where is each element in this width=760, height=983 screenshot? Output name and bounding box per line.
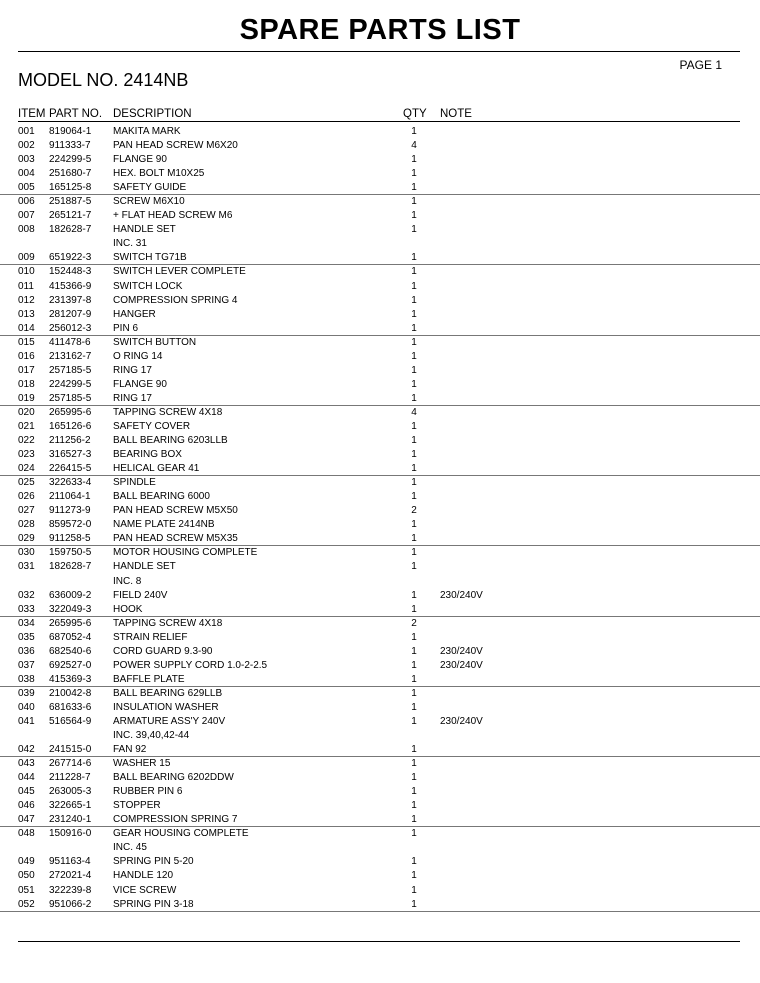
table-row — [0, 532, 760, 546]
table-row — [0, 813, 760, 827]
cell-qty: 1 — [411, 786, 417, 798]
cell-qty: 1 — [411, 168, 417, 180]
cell-part-no: 911333-7 — [49, 140, 91, 152]
cell-item: 049 — [18, 856, 35, 868]
cell-qty: 2 — [411, 505, 417, 517]
cell-part-no: 211256-2 — [49, 435, 91, 447]
cell-item: 050 — [18, 870, 35, 882]
cell-description: FLANGE 90 — [113, 154, 167, 166]
cell-description: INC. 31 — [113, 238, 147, 250]
cell-item: 031 — [18, 561, 35, 573]
cell-part-no: 231240-1 — [49, 814, 92, 826]
cell-item: 033 — [18, 603, 35, 615]
table-row — [0, 336, 760, 350]
cell-qty: 1 — [411, 519, 417, 531]
table-row — [0, 308, 760, 322]
cell-part-no: 257185-5 — [49, 364, 92, 376]
cell-qty: 4 — [411, 406, 417, 418]
cell-description: BALL BEARING 629LLB — [113, 687, 223, 699]
cell-part-no: 165125-8 — [49, 182, 92, 194]
table-row — [0, 687, 760, 701]
cell-qty: 1 — [411, 673, 417, 685]
cell-qty: 1 — [411, 491, 417, 503]
cell-part-no: 682540-6 — [49, 645, 92, 657]
cell-item: 048 — [18, 828, 35, 840]
cell-qty: 1 — [411, 126, 417, 137]
table-row — [0, 378, 760, 392]
cell-description: HANDLE 120 — [113, 870, 174, 882]
header-item: ITEM — [18, 108, 46, 120]
cell-item: 019 — [18, 392, 35, 404]
table-row — [0, 448, 760, 462]
cell-part-no: 316527-3 — [49, 449, 92, 461]
cell-item: 004 — [18, 168, 35, 180]
cell-item: 038 — [18, 673, 35, 685]
table-row — [0, 869, 760, 883]
cell-description: SPRING PIN 5-20 — [113, 856, 194, 868]
cell-item: 014 — [18, 322, 35, 334]
cell-qty: 1 — [411, 182, 417, 194]
table-row — [0, 785, 760, 799]
cell-description: TAPPING SCREW 4X18 — [113, 406, 223, 418]
cell-item: 042 — [18, 744, 35, 756]
cell-qty: 1 — [411, 280, 417, 292]
cell-part-no: 263005-3 — [49, 786, 92, 798]
cell-qty: 1 — [411, 589, 417, 601]
cell-part-no: 951163-4 — [49, 856, 91, 868]
cell-qty: 1 — [411, 449, 417, 461]
cell-description: HANGER — [113, 308, 156, 320]
table-row — [0, 841, 760, 855]
cell-description: VICE SCREW — [113, 884, 177, 896]
cell-item: 027 — [18, 505, 35, 517]
cell-part-no: 211064-1 — [49, 491, 91, 503]
cell-part-no: 951066-2 — [49, 898, 92, 910]
cell-part-no: 681633-6 — [49, 701, 92, 713]
cell-qty: 1 — [411, 252, 417, 264]
cell-qty: 1 — [411, 294, 417, 306]
cell-description: PAN HEAD SCREW M5X50 — [113, 505, 238, 517]
cell-qty: 1 — [411, 308, 417, 320]
cell-qty: 1 — [411, 561, 417, 573]
cell-description: O RING 14 — [113, 350, 163, 362]
table-row — [0, 575, 760, 589]
cell-description: INC. 39,40,42-44 — [113, 730, 190, 742]
cell-part-no: 692527-0 — [49, 659, 92, 671]
cell-item: 018 — [18, 378, 35, 390]
cell-qty: 1 — [411, 631, 417, 643]
cell-item: 030 — [18, 547, 35, 559]
cell-part-no: 272021-4 — [49, 870, 92, 882]
table-row — [0, 237, 760, 251]
cell-part-no: 251887-5 — [49, 196, 92, 208]
table-row — [0, 827, 760, 841]
cell-part-no: 636009-2 — [49, 589, 92, 601]
cell-description: SWITCH TG71B — [113, 252, 187, 264]
cell-description: HELICAL GEAR 41 — [113, 463, 200, 475]
cell-qty: 1 — [411, 744, 417, 756]
cell-item: 010 — [18, 266, 35, 278]
table-row — [0, 603, 760, 617]
cell-qty: 1 — [411, 772, 417, 784]
cell-description: INC. 8 — [113, 575, 142, 587]
cell-description: WASHER 15 — [113, 758, 171, 770]
cell-part-no: 257185-5 — [49, 392, 92, 404]
cell-qty: 1 — [411, 701, 417, 713]
cell-description: SCREW M6X10 — [113, 196, 185, 208]
cell-description: GEAR HOUSING COMPLETE — [113, 828, 249, 840]
table-row — [0, 209, 760, 223]
cell-part-no: 224299-5 — [49, 154, 92, 166]
cell-part-no: 210042-8 — [49, 687, 92, 699]
cell-description: SWITCH LOCK — [113, 280, 183, 292]
cell-qty: 4 — [411, 140, 417, 152]
cell-qty: 1 — [411, 210, 417, 222]
header-note: NOTE — [440, 108, 472, 120]
cell-part-no: 322665-1 — [49, 800, 92, 812]
cell-description: STRAIN RELIEF — [113, 631, 188, 643]
header-description: DESCRIPTION — [113, 108, 192, 120]
cell-part-no: 182628-7 — [49, 224, 92, 236]
table-row — [0, 546, 760, 560]
cell-qty: 1 — [411, 870, 417, 882]
cell-item: 034 — [18, 617, 35, 629]
table-row — [0, 392, 760, 406]
cell-item: 037 — [18, 659, 35, 671]
cell-description: HANDLE SET — [113, 224, 176, 236]
cell-part-no: 911258-5 — [49, 533, 91, 545]
cell-part-no: 182628-7 — [49, 561, 92, 573]
cell-description: SPRING PIN 3-18 — [113, 898, 194, 910]
table-row — [0, 701, 760, 715]
cell-part-no: 265121-7 — [49, 210, 92, 222]
cell-qty: 1 — [411, 435, 417, 447]
table-row — [0, 322, 760, 336]
cell-qty: 1 — [411, 392, 417, 404]
cell-description: + FLAT HEAD SCREW M6 — [113, 210, 233, 222]
cell-qty: 1 — [411, 196, 417, 208]
cell-qty: 1 — [411, 758, 417, 770]
table-row — [0, 364, 760, 378]
cell-part-no: 152448-3 — [49, 266, 92, 278]
cell-part-no: 150916-0 — [49, 828, 92, 840]
cell-part-no: 256012-3 — [49, 322, 92, 334]
document-title: SPARE PARTS LIST — [239, 14, 521, 46]
cell-item: 047 — [18, 814, 35, 826]
parts-table — [0, 125, 760, 912]
table-row — [0, 589, 760, 603]
cell-qty: 1 — [411, 645, 417, 657]
cell-part-no: 241515-0 — [49, 744, 92, 756]
table-row — [0, 280, 760, 294]
cell-description: BAFFLE PLATE — [113, 673, 185, 685]
table-row — [0, 560, 760, 574]
cell-part-no: 251680-7 — [49, 168, 92, 180]
cell-part-no: 226415-5 — [49, 463, 92, 475]
cell-description: BALL BEARING 6203LLB — [113, 435, 228, 447]
cell-item: 013 — [18, 308, 35, 320]
table-row — [0, 420, 760, 434]
cell-description: FAN 92 — [113, 744, 147, 756]
cell-item: 035 — [18, 631, 35, 643]
cell-part-no: 516564-9 — [49, 715, 92, 727]
cell-qty: 1 — [411, 378, 417, 390]
cell-item: 024 — [18, 463, 35, 475]
table-row — [0, 153, 760, 167]
table-row — [0, 350, 760, 364]
cell-item: 025 — [18, 477, 35, 489]
model-number: MODEL NO. 2414NB — [18, 70, 189, 90]
cell-item: 008 — [18, 224, 35, 236]
cell-description: BALL BEARING 6202DDW — [113, 772, 234, 784]
cell-part-no: 651922-3 — [49, 252, 92, 264]
cell-item: 052 — [18, 898, 35, 910]
cell-item: 020 — [18, 406, 35, 418]
cell-item: 022 — [18, 435, 35, 447]
cell-item: 005 — [18, 182, 35, 194]
table-row — [0, 223, 760, 237]
cell-description: SWITCH BUTTON — [113, 336, 197, 348]
cell-item: 007 — [18, 210, 35, 222]
table-row — [0, 434, 760, 448]
table-row — [0, 195, 760, 209]
cell-description: INSULATION WASHER — [113, 701, 219, 713]
cell-description: FIELD 240V — [113, 589, 168, 601]
cell-description: ARMATURE ASS'Y 240V — [113, 715, 226, 727]
cell-description: SAFETY GUIDE — [113, 182, 187, 194]
cell-qty: 1 — [411, 463, 417, 475]
cell-description: STOPPER — [113, 800, 161, 812]
cell-note: 230/240V — [440, 645, 483, 657]
cell-qty: 2 — [411, 617, 417, 629]
cell-qty: 1 — [411, 266, 417, 278]
table-row — [0, 125, 760, 139]
cell-description: RUBBER PIN 6 — [113, 786, 183, 798]
table-row — [0, 490, 760, 504]
cell-item: 028 — [18, 519, 35, 531]
table-row — [0, 406, 760, 420]
table-row — [0, 504, 760, 518]
table-row — [0, 251, 760, 265]
footer-divider — [18, 941, 740, 942]
cell-qty: 1 — [411, 898, 417, 910]
cell-item: 012 — [18, 294, 35, 306]
cell-item: 016 — [18, 350, 35, 362]
cell-part-no: 265995-6 — [49, 406, 92, 418]
cell-part-no: 911273-9 — [49, 505, 91, 517]
cell-qty: 1 — [411, 800, 417, 812]
cell-description: HANDLE SET — [113, 561, 176, 573]
title-divider — [18, 51, 740, 52]
table-row — [0, 139, 760, 153]
table-row — [0, 771, 760, 785]
cell-item: 023 — [18, 449, 35, 461]
cell-qty: 1 — [411, 715, 417, 727]
cell-description: INC. 45 — [113, 842, 147, 854]
cell-description: MOTOR HOUSING COMPLETE — [113, 547, 258, 559]
table-row — [0, 757, 760, 771]
cell-description: BALL BEARING 6000 — [113, 491, 210, 503]
cell-description: HEX. BOLT M10X25 — [113, 168, 205, 180]
cell-item: 046 — [18, 800, 35, 812]
cell-qty: 1 — [411, 856, 417, 868]
cell-qty: 1 — [411, 224, 417, 236]
cell-description: RING 17 — [113, 364, 152, 376]
cell-description: CORD GUARD 9.3-90 — [113, 645, 213, 657]
cell-description: PAN HEAD SCREW M5X35 — [113, 533, 238, 545]
cell-qty: 1 — [411, 364, 417, 376]
table-row — [0, 476, 760, 490]
cell-item: 044 — [18, 772, 35, 784]
table-row — [0, 898, 760, 912]
cell-description: TAPPING SCREW 4X18 — [113, 617, 223, 629]
table-header — [0, 108, 760, 122]
cell-description: SPINDLE — [113, 477, 156, 489]
cell-description: PAN HEAD SCREW M6X20 — [113, 140, 238, 152]
table-row — [0, 645, 760, 659]
table-row — [0, 729, 760, 743]
cell-description: BEARING BOX — [113, 449, 182, 461]
cell-item: 032 — [18, 589, 35, 601]
table-row — [0, 518, 760, 532]
cell-part-no: 322239-8 — [49, 884, 92, 896]
cell-part-no: 267714-6 — [49, 758, 92, 770]
cell-item: 003 — [18, 154, 35, 166]
cell-part-no: 211228-7 — [49, 772, 91, 784]
cell-description: MAKITA MARK — [113, 126, 181, 137]
table-row — [0, 743, 760, 757]
table-row — [0, 715, 760, 729]
cell-item: 017 — [18, 364, 35, 376]
cell-item: 041 — [18, 715, 35, 727]
table-row — [0, 617, 760, 631]
cell-description: SAFETY COVER — [113, 420, 191, 432]
cell-item: 006 — [18, 196, 35, 208]
cell-description: HOOK — [113, 603, 143, 615]
cell-description: POWER SUPPLY CORD 1.0-2-2.5 — [113, 659, 268, 671]
cell-item: 002 — [18, 140, 35, 152]
cell-description: COMPRESSION SPRING 4 — [113, 294, 238, 306]
cell-item: 029 — [18, 533, 35, 545]
cell-qty: 1 — [411, 477, 417, 489]
table-row — [0, 673, 760, 687]
table-row — [0, 462, 760, 476]
cell-description: SWITCH LEVER COMPLETE — [113, 266, 246, 278]
header-qty: QTY — [403, 108, 427, 120]
table-row — [0, 855, 760, 869]
cell-item: 015 — [18, 336, 35, 348]
cell-part-no: 415369-3 — [49, 673, 92, 685]
cell-item: 021 — [18, 420, 35, 432]
cell-qty: 1 — [411, 547, 417, 559]
cell-part-no: 687052-4 — [49, 631, 92, 643]
cell-part-no: 213162-7 — [49, 350, 92, 362]
cell-item: 011 — [18, 280, 34, 292]
cell-part-no: 265995-6 — [49, 617, 92, 629]
header-divider — [18, 121, 740, 122]
cell-description: FLANGE 90 — [113, 378, 167, 390]
table-row — [0, 884, 760, 898]
cell-qty: 1 — [411, 533, 417, 545]
cell-item: 045 — [18, 786, 35, 798]
cell-part-no: 411478-6 — [49, 336, 91, 348]
cell-part-no: 224299-5 — [49, 378, 92, 390]
cell-qty: 1 — [411, 687, 417, 699]
table-row — [0, 167, 760, 181]
cell-part-no: 819064-1 — [49, 126, 92, 137]
cell-qty: 1 — [411, 154, 417, 166]
cell-qty: 1 — [411, 828, 417, 840]
cell-qty: 1 — [411, 350, 417, 362]
cell-qty: 1 — [411, 603, 417, 615]
cell-description: COMPRESSION SPRING 7 — [113, 814, 238, 826]
cell-qty: 1 — [411, 420, 417, 432]
cell-description: PIN 6 — [113, 322, 139, 334]
cell-qty: 1 — [411, 659, 417, 671]
cell-item: 009 — [18, 252, 35, 264]
cell-description: NAME PLATE 2414NB — [113, 519, 215, 531]
cell-item: 051 — [18, 884, 35, 896]
cell-item: 039 — [18, 687, 35, 699]
cell-part-no: 322633-4 — [49, 477, 92, 489]
cell-item: 043 — [18, 758, 35, 770]
table-row — [0, 799, 760, 813]
cell-item: 026 — [18, 491, 35, 503]
cell-part-no: 159750-5 — [49, 547, 92, 559]
cell-note: 230/240V — [440, 659, 483, 671]
cell-part-no: 859572-0 — [49, 519, 92, 531]
header-part-no: PART NO. — [49, 108, 103, 120]
cell-qty: 1 — [411, 322, 417, 334]
table-row — [0, 659, 760, 673]
page-number: PAGE 1 — [679, 58, 722, 72]
table-row — [0, 294, 760, 308]
table-row — [0, 631, 760, 645]
table-row — [0, 181, 760, 195]
cell-qty: 1 — [411, 884, 417, 896]
cell-item: 040 — [18, 701, 35, 713]
cell-part-no: 322049-3 — [49, 603, 92, 615]
cell-note: 230/240V — [440, 589, 483, 601]
cell-note: 230/240V — [440, 715, 483, 727]
cell-qty: 1 — [411, 336, 417, 348]
cell-description: RING 17 — [113, 392, 152, 404]
cell-qty: 1 — [411, 814, 417, 826]
cell-part-no: 281207-9 — [49, 308, 92, 320]
cell-part-no: 165126-6 — [49, 420, 92, 432]
table-row — [0, 265, 760, 279]
cell-part-no: 231397-8 — [49, 294, 92, 306]
cell-item: 001 — [18, 126, 35, 137]
cell-item: 036 — [18, 645, 35, 657]
cell-part-no: 415366-9 — [49, 280, 92, 292]
